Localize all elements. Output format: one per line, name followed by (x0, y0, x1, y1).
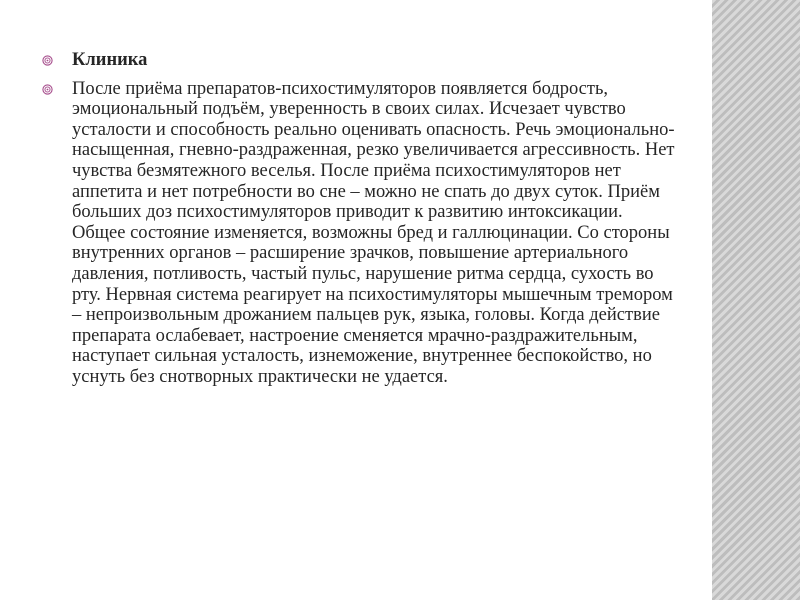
decorative-side-band (712, 0, 800, 600)
body-paragraph: После приёма препаратов-психостимуляторов появляется бодрость, эмоциональный подъём, уверенность в своих силах. Исчезает чувство усталости и способность реально оценивать опасность. Речь эмоционально-насыщенная, гневно-раздраженная, резко увеличивается агрессивность. Нет чувства безмятежного веселья. После приёма психостимуляторов нет аппетита и нет потребности во сне – можно не спать до двух суток. Приём больших доз психостимуляторов приводит к развитию интоксикации. Общее состояние изменяется, возможны бред и галлюцинации. Со стороны внутренних органов – расширение зрачков, повышение артериального давления, потливость, частый пульс, нарушение ритма сердца, сухость во рту. Нервная система реагирует на психостимуляторы мышечным тремором – непроизвольным дрожанием пальцев рук, языка, головы. Когда действие препарата ослабевает, настроение сменяется мрачно-раздражительным, наступает сильная усталость, изнеможение, внутреннее беспокойство, но уснуть без снотворных практически не удается. (72, 78, 675, 387)
list-item-body (40, 79, 680, 388)
slide-heading: Клиника (72, 50, 148, 70)
list-item-title (40, 50, 680, 71)
concentric-circle-bullet-icon (42, 55, 53, 66)
bullet-list (40, 50, 680, 388)
concentric-circle-bullet-icon (42, 84, 53, 95)
